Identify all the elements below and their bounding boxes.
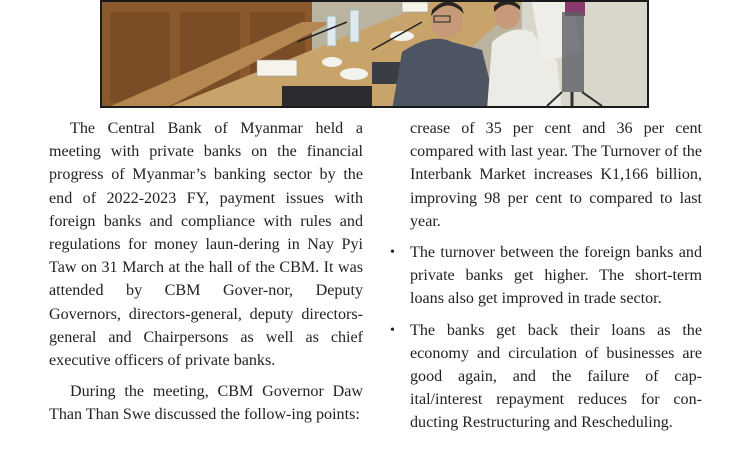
article-paragraph-continuation: crease of 35 per cent and 36 per cent compared with last year. The Turnover of the Interbank Market increases K1,166 billion, improving 98 per cent to compared to last year. — [410, 120, 702, 230]
bullet-icon: • — [390, 245, 395, 261]
article-paragraph: During the meeting, CBM Governor Daw Than Than Swe discussed the follow-ing points: — [49, 383, 363, 424]
list-item-text: The turnover between the foreign banks and private banks get higher. The short-term loans also get improved in trade sector. — [410, 244, 702, 308]
article-right-column — [390, 117, 702, 443]
bullet-icon: • — [390, 322, 395, 338]
list-item — [390, 241, 702, 311]
list-item — [390, 319, 702, 435]
list-item-text: The banks get back their loans as the economy and circulation of businesses are good again, and the failure of cap-ital/interest repayment reduces for con-ducting Restructuring and Rescheduling. — [410, 321, 702, 432]
meeting-photo — [100, 0, 649, 108]
article-paragraph: The Central Bank of Myanmar held a meeting with private banks on the financial progress of Myanmar’s banking sector by the end of 2022-2023 FY, payment issues with foreign banks and compliance with rules and regulations for money laun-dering in Nay Pyi Taw on 31 March at the hall of the CBM. It was attended by CBM Gover-nor, Deputy Governors, directors-general, deputy directors-general and Chairpersons as well as chief executive officers of private banks. — [49, 120, 363, 370]
bullet-list — [390, 241, 702, 435]
article-left-column — [49, 117, 363, 427]
